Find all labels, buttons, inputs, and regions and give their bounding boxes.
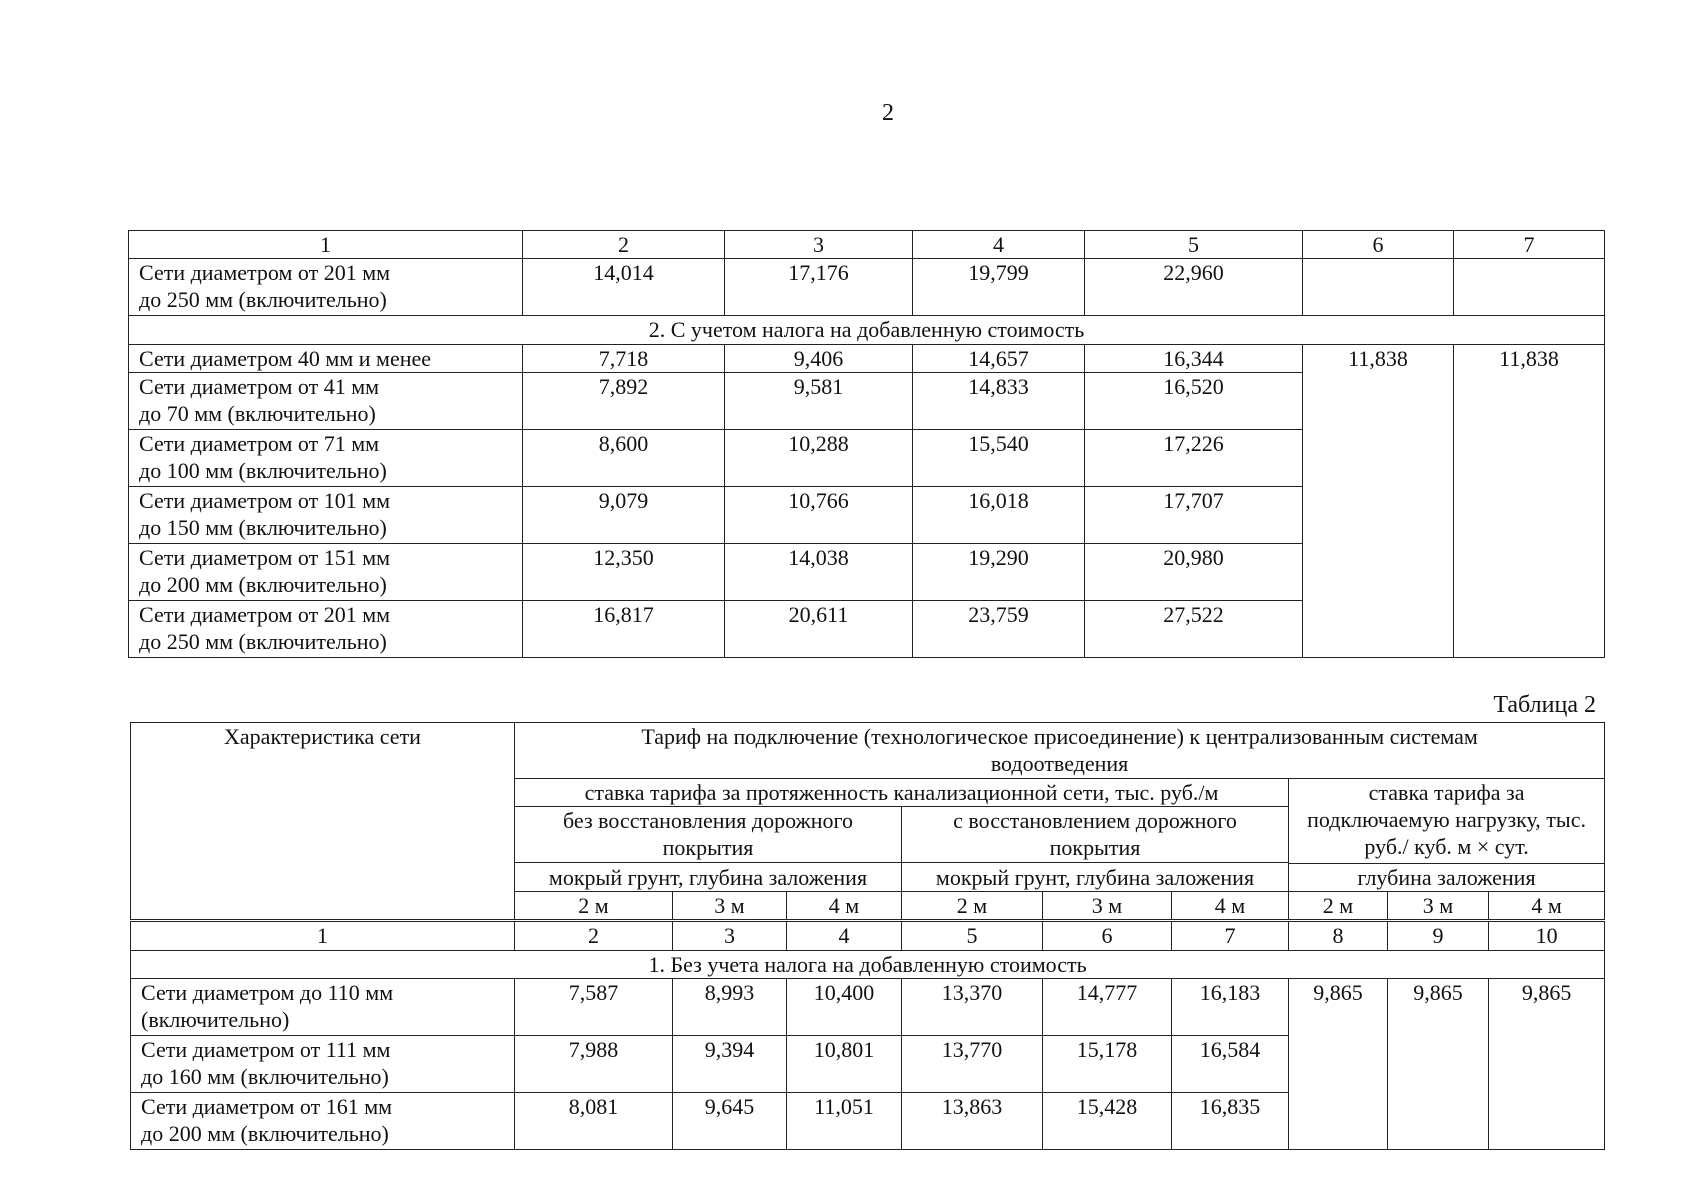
row-label: Сети диаметром от 101 мм до 150 мм (включительно) (129, 487, 523, 544)
cell-value: 16,183 (1172, 979, 1289, 1036)
cell-value: 20,611 (725, 601, 913, 658)
depth-label: 2 м (902, 892, 1043, 921)
col-number: 7 (1454, 231, 1605, 259)
table-row (129, 345, 1605, 373)
col-number: 8 (1289, 921, 1388, 951)
merged-cell-value: 11,838 (1303, 345, 1454, 658)
header-wet-soil: мокрый грунт, глубина заложения (515, 863, 902, 892)
depth-label: 3 м (1043, 892, 1172, 921)
cell-value: 9,394 (673, 1036, 787, 1093)
row-label: Сети диаметром от 71 мм до 100 мм (включительно) (129, 430, 523, 487)
depth-label: 4 м (1172, 892, 1289, 921)
row-label: Сети диаметром от 201 мм до 250 мм (включительно) (129, 259, 523, 316)
col-number: 3 (673, 921, 787, 951)
cell-value: 19,290 (913, 544, 1085, 601)
cell-value: 13,370 (902, 979, 1043, 1036)
col-number: 1 (131, 921, 515, 951)
cell-value: 14,657 (913, 345, 1085, 373)
cell-value: 16,344 (1085, 345, 1303, 373)
cell-value: 16,520 (1085, 373, 1303, 430)
cell-value: 8,600 (523, 430, 725, 487)
cell-value: 15,428 (1043, 1093, 1172, 1150)
cell-value: 23,759 (913, 601, 1085, 658)
col-number: 9 (1388, 921, 1489, 951)
col-number: 7 (1172, 921, 1289, 951)
cell-value: 14,038 (725, 544, 913, 601)
cell-value: 27,522 (1085, 601, 1303, 658)
depth-label: 2 м (515, 892, 673, 921)
header-no-restore: без восстановления дорожного покрытия (515, 807, 902, 863)
tariff-table-2 (130, 722, 1605, 1150)
header-length-rate: ставка тарифа за протяженность канализационной сети, тыс. руб./м (515, 779, 1289, 807)
col-number: 2 (515, 921, 673, 951)
row-label: Сети диаметром до 110 мм (включительно) (131, 979, 515, 1036)
depth-label: 4 м (787, 892, 902, 921)
row-label: Сети диаметром от 41 мм до 70 мм (включительно) (129, 373, 523, 430)
cell-value: 10,766 (725, 487, 913, 544)
col-number: 4 (787, 921, 902, 951)
empty-cell (1454, 259, 1605, 316)
cell-value: 8,993 (673, 979, 787, 1036)
table-row (131, 979, 1605, 1036)
header-with-restore: с восстановлением дорожного покрытия (902, 807, 1289, 863)
cell-value: 7,892 (523, 373, 725, 430)
tariff-table-continued (128, 230, 1605, 658)
page-number: 2 (882, 100, 894, 126)
depth-label: 2 м (1289, 892, 1388, 921)
depth-label: 4 м (1489, 892, 1605, 921)
table-row (129, 259, 1605, 316)
depth-label: 3 м (1388, 892, 1489, 921)
cell-value: 9,645 (673, 1093, 787, 1150)
section-row (129, 316, 1605, 345)
cell-value: 13,770 (902, 1036, 1043, 1093)
cell-value: 12,350 (523, 544, 725, 601)
cell-value: 15,540 (913, 430, 1085, 487)
merged-cell-value: 9,865 (1489, 979, 1605, 1150)
cell-value: 9,581 (725, 373, 913, 430)
row-label: Сети диаметром от 201 мм до 250 мм (включительно) (129, 601, 523, 658)
merged-cell-value: 9,865 (1388, 979, 1489, 1150)
cell-value: 16,018 (913, 487, 1085, 544)
cell-value: 16,835 (1172, 1093, 1289, 1150)
merged-cell-value: 9,865 (1289, 979, 1388, 1150)
col-number: 1 (129, 231, 523, 259)
cell-value: 10,400 (787, 979, 902, 1036)
cell-value: 10,288 (725, 430, 913, 487)
header-tariff: Тариф на подключение (технологическое присоединение) к централизованным системам водоотведения (515, 723, 1605, 779)
cell-value: 10,801 (787, 1036, 902, 1093)
table-caption: Таблица 2 (1493, 692, 1596, 718)
cell-value: 17,176 (725, 259, 913, 316)
cell-value: 9,406 (725, 345, 913, 373)
cell-value: 7,718 (523, 345, 725, 373)
cell-value: 16,817 (523, 601, 725, 658)
header-depth: глубина заложения (1289, 864, 1605, 892)
cell-value: 7,988 (515, 1036, 673, 1093)
depth-label: 3 м (673, 892, 787, 921)
header-load-rate: ставка тарифа за подключаемую нагрузку, тыс. руб./ куб. м × сут. (1289, 779, 1605, 864)
column-number-row (129, 231, 1605, 259)
cell-value: 16,584 (1172, 1036, 1289, 1093)
row-label: Сети диаметром 40 мм и менее (129, 345, 523, 373)
row-label: Сети диаметром от 151 мм до 200 мм (включительно) (129, 544, 523, 601)
col-number: 5 (902, 921, 1043, 951)
cell-value: 13,863 (902, 1093, 1043, 1150)
col-number: 6 (1043, 921, 1172, 951)
header-wet-soil: мокрый грунт, глубина заложения (902, 863, 1289, 892)
cell-value: 8,081 (515, 1093, 673, 1150)
col-number: 2 (523, 231, 725, 259)
col-number: 6 (1303, 231, 1454, 259)
cell-value: 17,226 (1085, 430, 1303, 487)
col-number: 4 (913, 231, 1085, 259)
col-number: 5 (1085, 231, 1303, 259)
cell-value: 19,799 (913, 259, 1085, 316)
cell-value: 17,707 (1085, 487, 1303, 544)
cell-value: 15,178 (1043, 1036, 1172, 1093)
col-number: 10 (1489, 921, 1605, 951)
section-title: 1. Без учета налога на добавленную стоимость (131, 951, 1605, 979)
cell-value: 22,960 (1085, 259, 1303, 316)
row-label: Сети диаметром от 161 мм до 200 мм (включительно) (131, 1093, 515, 1150)
cell-value: 14,777 (1043, 979, 1172, 1036)
cell-value: 14,014 (523, 259, 725, 316)
cell-value: 9,079 (523, 487, 725, 544)
header-characteristic: Характеристика сети (131, 723, 515, 921)
merged-cell-value: 11,838 (1454, 345, 1605, 658)
section-row (131, 951, 1605, 979)
cell-value: 11,051 (787, 1093, 902, 1150)
cell-value: 7,587 (515, 979, 673, 1036)
empty-cell (1303, 259, 1454, 316)
row-label: Сети диаметром от 111 мм до 160 мм (включительно) (131, 1036, 515, 1093)
column-number-row (131, 921, 1605, 951)
col-number: 3 (725, 231, 913, 259)
header-row (131, 723, 1605, 779)
section-title: 2. С учетом налога на добавленную стоимость (129, 316, 1605, 345)
cell-value: 14,833 (913, 373, 1085, 430)
cell-value: 20,980 (1085, 544, 1303, 601)
